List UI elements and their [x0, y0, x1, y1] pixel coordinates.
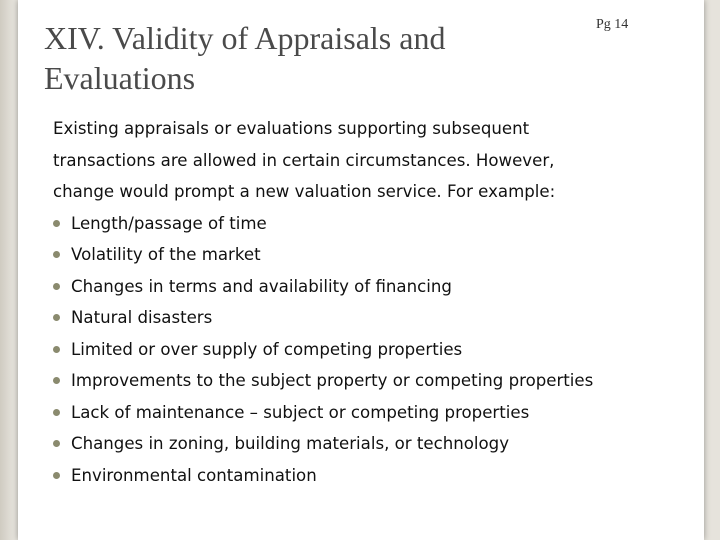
slide-title: XIV. Validity of Appraisals and Evaluations [44, 20, 446, 96]
list-item [53, 239, 693, 271]
intro-paragraph [53, 113, 693, 208]
list-item [53, 428, 693, 460]
bullet-dot-icon [53, 472, 60, 479]
list-item-text: Changes in zoning, building materials, or technology [71, 434, 510, 453]
list-item-text: Length/passage of time [71, 213, 267, 233]
bullet-dot-icon [53, 314, 60, 321]
list-item [53, 460, 693, 492]
list-item-text: Volatility of the market [71, 245, 261, 264]
list-item [53, 208, 693, 240]
list-item [53, 302, 693, 334]
intro-line: transactions are allowed in certain circumstances. However, [53, 150, 555, 170]
list-item [53, 365, 693, 397]
list-item-text: Changes in terms and availability of financing [71, 276, 452, 296]
list-item-text: Improvements to the subject property or competing properties [71, 371, 594, 390]
intro-line: Existing appraisals or evaluations supporting subsequent [53, 119, 530, 138]
list-item-text: Environmental contamination [71, 465, 317, 485]
bullet-dot-icon [53, 409, 60, 416]
page-number: Pg 14 [596, 17, 629, 32]
bullet-dot-icon [53, 346, 60, 353]
bullet-dot-icon [53, 377, 60, 384]
list-item-text: Limited or over supply of competing properties [71, 339, 463, 359]
intro-line: change would prompt a new valuation service. For example: [53, 182, 556, 201]
bullet-dot-icon [53, 251, 60, 258]
list-item [53, 271, 693, 303]
list-item [53, 334, 693, 366]
bullet-dot-icon [53, 283, 60, 290]
list-item [53, 397, 693, 429]
list-item-text: Natural disasters [71, 308, 213, 327]
bullet-dot-icon [53, 440, 60, 447]
slide-body [53, 113, 693, 491]
bullet-list [53, 208, 693, 492]
list-item-text: Lack of maintenance – subject or competing properties [71, 402, 530, 422]
bullet-dot-icon [53, 220, 60, 227]
